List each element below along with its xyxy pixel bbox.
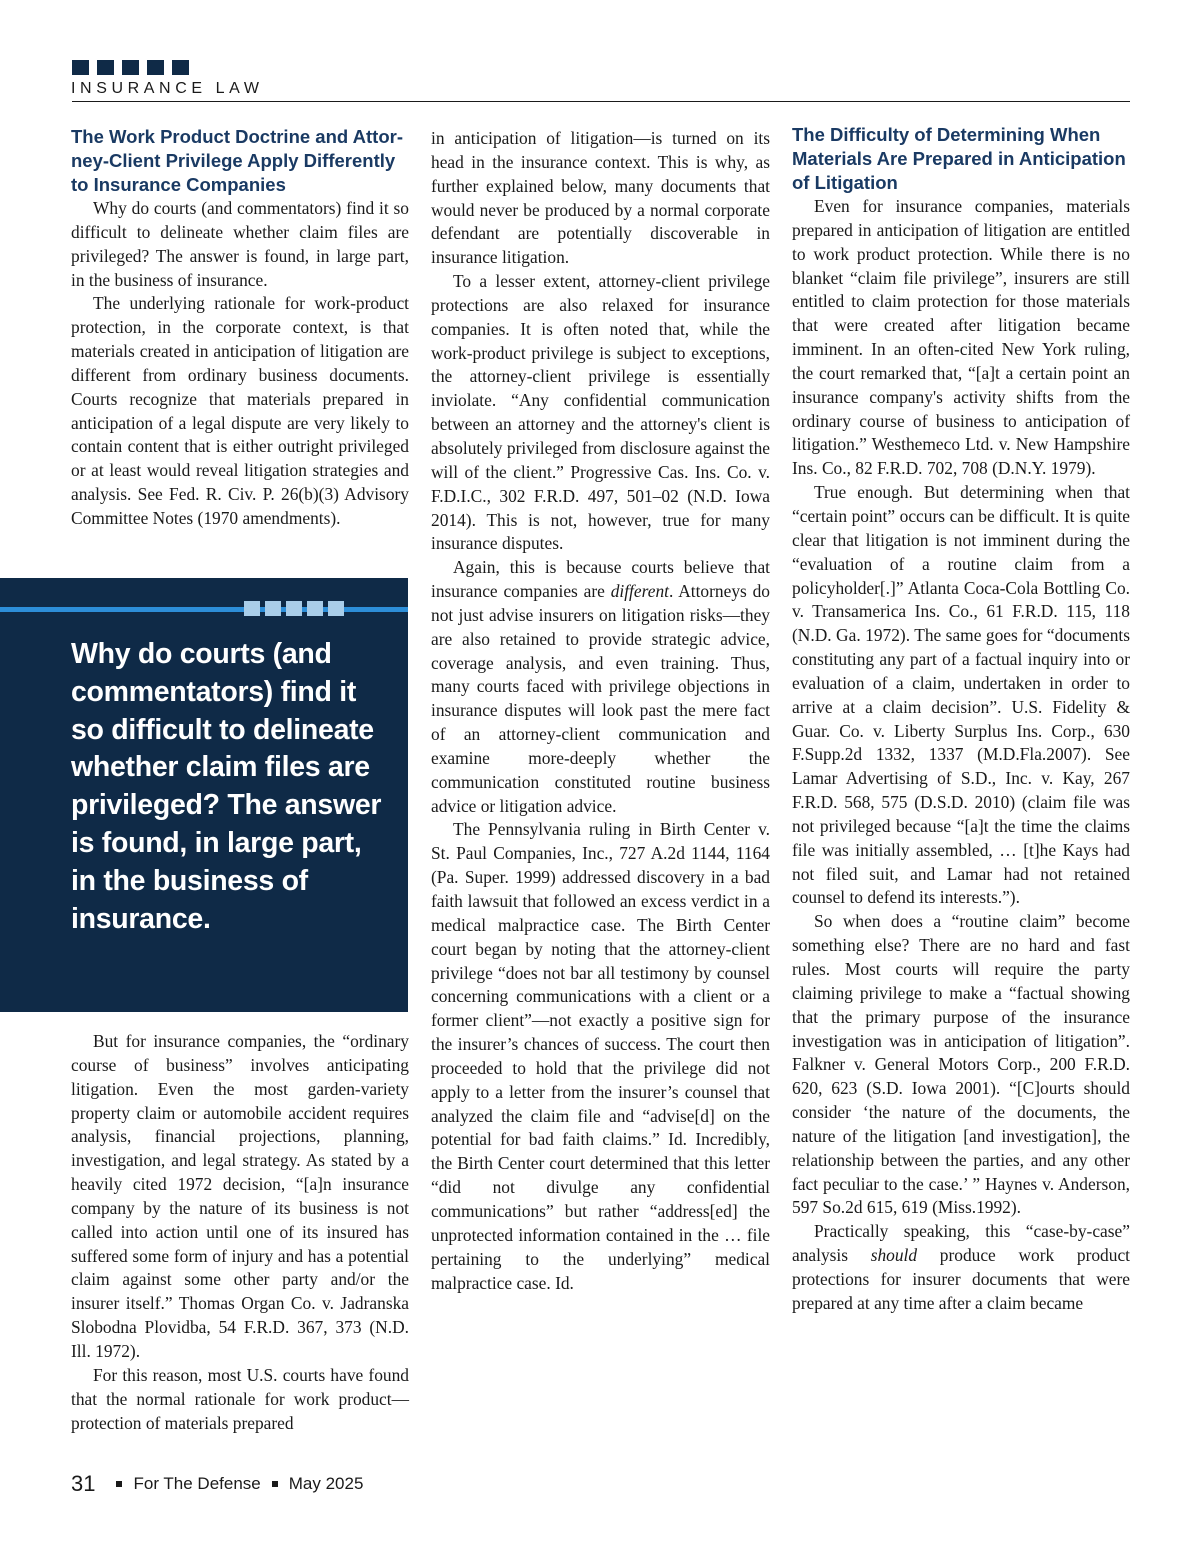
paragraph: The Pennsylvania ruling in Birth Center v. St. Paul Companies, Inc., 727 A.2d 1144, 1164 (Pa. Super. 1999) addressed discovery in a bad faith lawsuit that followed an excess verdict in a medical malpractice case. The Birth Center court began by noting that the attorney-client privilege “does not bar all testimony by counsel concerning communications with a client or a former client”—not exactly a positive sign for the insurer’s chances of success. The court then proceeded to hold that the privilege did not apply to a letter from the insurer’s counsel that analyzed the claim file and “advise[d] on the potential for bad faith claims.” Id. Incredibly, the Birth Center court determined that this letter “did not divulge any confidential communications” but rather “address[ed] the unprotected information contained in the … file pertaining to the underlying” medical malpractice case. Id. [431,819,770,1293]
column-1-bottom [71,1030,409,1435]
pull-quote-accent-bar [0,607,408,612]
issue-date: May 2025 [288,1474,364,1493]
paragraph: To a lesser extent, attorney-client privilege protections are also relaxed for insurance companies. It is often noted that, while the work-product privilege is subject to exceptions, the attorney-client privilege is essentially inviolate. “Any confidential communication between an attorney and the attorney's client is absolutely privileged from disclosure against the will of the client.” Progressive Cas. Ins. Co. v. F.D.I.C., 302 F.R.D. 497, 501–02 (N.D. Iowa 2014). This is not, however, true for many insurance disputes. [431,271,770,554]
header-divider [72,101,1130,102]
header-decorative-squares [72,60,189,75]
column-1-top [71,125,409,531]
pull-quote-text: Why do courts (and commentators) find it so difficult to delineate whether claim files are privileged? The answer is found, in large part, in the business of insurance. [71,638,382,935]
paragraph: Again, this is because courts believe that insurance companies are different. Attorneys do not just advise insurers on litigation risks—they are also retained to provide strategic advice, coverage analysis, and even training. Thus, many courts faced with privilege objections in insurance disputes will look past the mere fact of an attorney-client communication and examine more-deeply whether the communication constituted routine business advice or litigation advice. [431,557,770,816]
paragraph: For this reason, most U.S. courts have found that the normal rationale for work product—protection of materials prepared [71,1364,409,1433]
column-2 [431,127,770,1295]
publication-name: For The Defense [133,1474,261,1493]
paragraph: True enough. But determining when that “certain point” occurs can be difficult. It is quite clear that litigation is not imminent during the “evaluation of a routine claim from a policyholder[.]” Atlanta Coca-Cola Bottling Co. v. Transamerica Ins. Co., 61 F.R.D. 115, 118 (N.D. Ga. 1972). The same goes for “documents constituting any part of a factual inquiry into or evaluation of a claim, undertaken in order to arrive at a claim decision”. U.S. Fidelity & Guar. Co. v. Liberty Surplus Ins. Corp., 630 F.Supp.2d 1332, 1337 (M.D.Fla.2007). See Lamar Advertising of S.D., Inc. v. Kay, 267 F.R.D. 568, 575 (D.S.D. 2010) (claim file was not privileged because “[a]t the time the claims file was initially assembled, … [t]he Kays had not filed suit, and Lamar had not retained counsel to defend its interests.”). [792,482,1130,908]
paragraph: Practically speaking, this “case-by-case” analysis should produce work product protections for insurer documents that were prepared at any time after a claim became [792,1221,1130,1313]
section-heading-difficulty: The Difficulty of Determining When Materials Are Prepared in Anticipation of Litigation [792,124,1126,193]
pull-quote-decorative-squares [244,601,344,616]
paragraph: But for insurance companies, the “ordinary course of business” involves anticipating litigation. Even the most garden-variety property claim or automobile accident requires analysis, financial projections, planning, investigation, and legal strategy. As stated by a heavily cited 1972 decision, “[a]n insurance company by the nature of its business is not called into action until one of its insured has suffered some form of injury and has a potential claim against some other party and/or the insurer itself.” Thomas Organ Co. v. Jadranska Slobodna Plovidba, 54 F.R.D. 367, 373 (N.D. Ill. 1972). [71,1031,409,1361]
page-number: 31 [71,1471,96,1496]
bullet-separator [116,1481,122,1487]
paragraph: Even for insurance companies, materials prepared in anticipation of litigation are entitled to work product protection. While there is no blanket “claim file privilege”, insurers are still entitled to claim protection for those materials that were created after litigation became imminent. In an often-cited New York ruling, the court remarked that, “[a]t a certain point an insurance company's activity shifts from the ordinary course of business to anticipation of litigation.” Westhemeco Ltd. v. New Hampshire Ins. Co., 82 F.R.D. 702, 708 (D.N.Y. 1979). [792,196,1130,479]
paragraph: The underlying rationale for work-product protection, in the corporate context, is that materials created in anticipation of litigation are different from ordinary business documents. Courts recognize that materials prepared in anticipation of a legal dispute are very likely to contain content that is either outright privileged or at least would reveal litigation strategies and analysis. See Fed. R. Civ. P. 26(b)(3) Advisory Committee Notes (1970 amendments). [71,293,409,528]
bullet-separator [272,1481,278,1487]
paragraph: So when does a “routine claim” become something else? There are no hard and fast rules. Most courts will require the party claiming privilege to make a “factual showing that the primary purpose of the insurance investigation was in anticipation of litigation”. Falkner v. General Motors Corp., 200 F.R.D. 620, 623 (S.D. Iowa 2001). “[C]ourts should consider ‘the nature of the documents, the nature of the litigation [and investigation], the relationship between the parties, and any other fact peculiar to the case.’ ” Haynes v. Anderson, 597 So.2d 615, 619 (Miss.1992). [792,911,1130,1218]
paragraph: in anticipation of litigation—is turned on its head in the insurance context. This is why, as further explained below, many documents that would never be produced by a normal corporate defendant are potentially discoverable in insurance litigation. [431,128,770,268]
section-heading-work-product: The Work Product Doctrine and Attor-ney-Client Privilege Apply Differently to Insurance Companies [71,126,403,195]
paragraph: Why do courts (and commentators) find it so difficult to delineate whether claim files are privileged? The answer is found, in large part, in the business of insurance. [71,198,409,290]
page-footer [71,1471,363,1497]
section-label: INSURANCE LAW [71,80,264,97]
column-3 [792,123,1130,1316]
